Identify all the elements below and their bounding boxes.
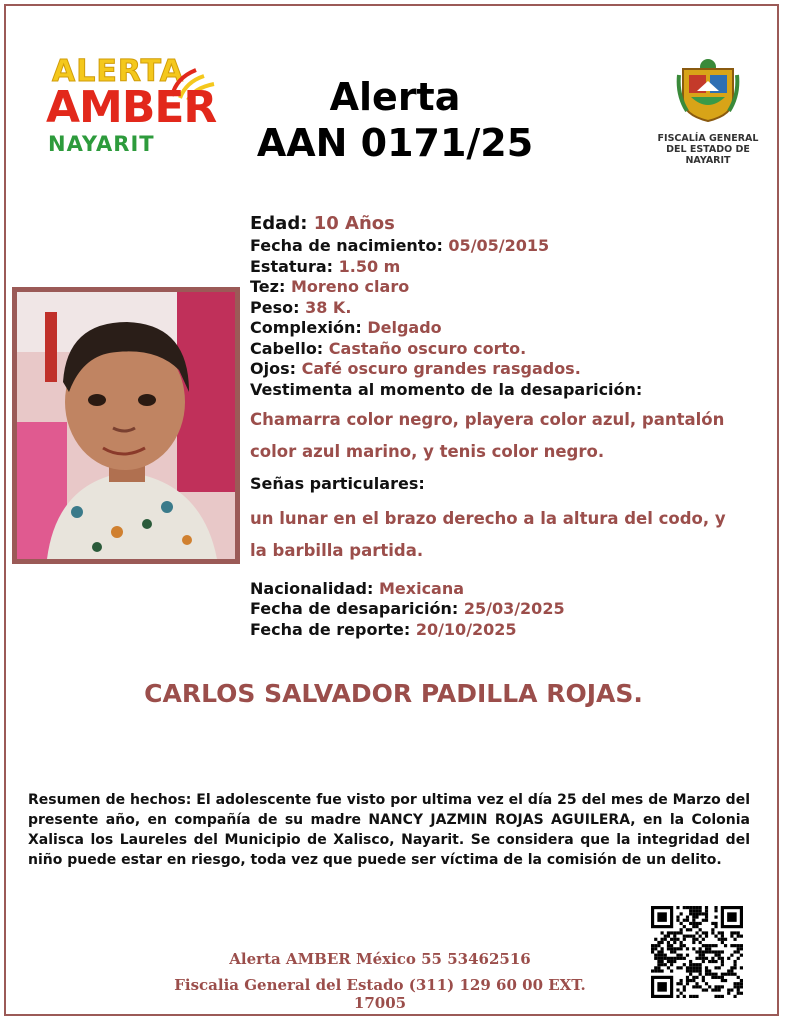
logo-nayarit-text: NAYARIT bbox=[48, 132, 155, 156]
detail-value: Castaño oscuro corto. bbox=[328, 338, 527, 358]
marks-description bbox=[250, 503, 780, 567]
detail-value: Moreno claro bbox=[290, 277, 410, 296]
missing-child-photo bbox=[12, 287, 240, 564]
detail-label: Ojos: bbox=[250, 359, 296, 378]
detail-value: 10 Años bbox=[313, 213, 395, 234]
marks-label: Señas particulares: bbox=[250, 474, 425, 493]
contact-amber-mexico: Alerta AMBER México 55 53462516 bbox=[229, 950, 531, 968]
detail-complexion-tone bbox=[250, 277, 780, 298]
detail-value: Mexicana bbox=[378, 578, 465, 598]
fiscalia-logo bbox=[648, 55, 768, 170]
missing-person-name: CARLOS SALVADOR PADILLA ROJAS. bbox=[144, 679, 643, 708]
detail-label: Complexión: bbox=[250, 318, 362, 337]
clothing-line: color azul marino, y tenis color negro. bbox=[250, 442, 605, 461]
fiscalia-line1: FISCALÍA GENERAL bbox=[657, 133, 759, 144]
clothing-line: Chamarra color negro, playera color azul, pantalón bbox=[250, 410, 725, 429]
detail-height bbox=[250, 257, 780, 278]
qr-code-icon[interactable] bbox=[651, 906, 743, 998]
clothing-description bbox=[250, 404, 780, 468]
child-portrait-image bbox=[17, 292, 235, 559]
detail-birthdate bbox=[250, 236, 780, 257]
detail-label: Estatura: bbox=[250, 256, 334, 276]
detail-value: Delgado bbox=[367, 318, 442, 337]
state-shield-icon bbox=[675, 55, 741, 123]
marks-line: la barbilla partida. bbox=[250, 540, 424, 560]
alert-title bbox=[240, 74, 550, 166]
detail-nationality bbox=[250, 579, 780, 600]
fiscalia-line2: DEL ESTADO DE bbox=[666, 144, 750, 155]
detail-label: Edad: bbox=[250, 213, 308, 234]
alert-code: AAN 0171/25 bbox=[256, 121, 534, 165]
detail-value: 25/03/2025 bbox=[463, 599, 565, 618]
detail-value: 05/05/2015 bbox=[448, 236, 550, 255]
alerta-amber-logo bbox=[46, 52, 226, 162]
marks-line: un lunar en el brazo derecho a la altura del codo, y bbox=[250, 508, 726, 528]
detail-label: Nacionalidad: bbox=[250, 578, 374, 598]
detail-eyes bbox=[250, 359, 780, 380]
alert-title-line1: Alerta bbox=[329, 75, 461, 119]
detail-value: 38 K. bbox=[305, 297, 352, 317]
detail-label: Fecha de nacimiento: bbox=[250, 236, 443, 255]
detail-label: Tez: bbox=[250, 277, 286, 296]
detail-value: 1.50 m bbox=[338, 256, 401, 276]
detail-label: Fecha de desaparición: bbox=[250, 599, 459, 618]
logo-alerta-text: ALERTA bbox=[52, 54, 184, 89]
detail-hair bbox=[250, 339, 780, 360]
child-details bbox=[250, 212, 780, 640]
logo-amber-text: AMBER bbox=[46, 82, 217, 133]
detail-label: Cabello: bbox=[250, 338, 324, 358]
detail-build bbox=[250, 318, 780, 339]
detail-age bbox=[250, 212, 780, 236]
contact-fiscalia: Fiscalia General del Estado (311) 129 60 00 EXT. 17005 bbox=[174, 976, 586, 1012]
case-summary: Resumen de hechos: El adolescente fue visto por ultima vez el día 25 del mes de Marzo del presente año, en compañía de su madre NANCY JAZMIN ROJAS AGUILERA, en la Colonia Xalisca los Laureles del Municipio de Xalisco, Nayarit. Se considera que la integridad del niño puede estar en riesgo, toda vez que puede ser víctima de la comisión de un delito. bbox=[28, 792, 750, 868]
detail-report-date bbox=[250, 620, 780, 641]
detail-label: Peso: bbox=[250, 297, 300, 317]
fiscalia-line3: NAYARIT bbox=[685, 155, 731, 166]
detail-weight bbox=[250, 298, 780, 319]
fiscalia-name bbox=[648, 133, 768, 166]
detail-value: 20/10/2025 bbox=[415, 619, 517, 639]
detail-value: Café oscuro grandes rasgados. bbox=[301, 359, 581, 378]
clothing-label: Vestimenta al momento de la desaparición: bbox=[250, 379, 643, 399]
detail-label: Fecha de reporte: bbox=[250, 619, 411, 639]
detail-disappearance-date bbox=[250, 599, 780, 620]
